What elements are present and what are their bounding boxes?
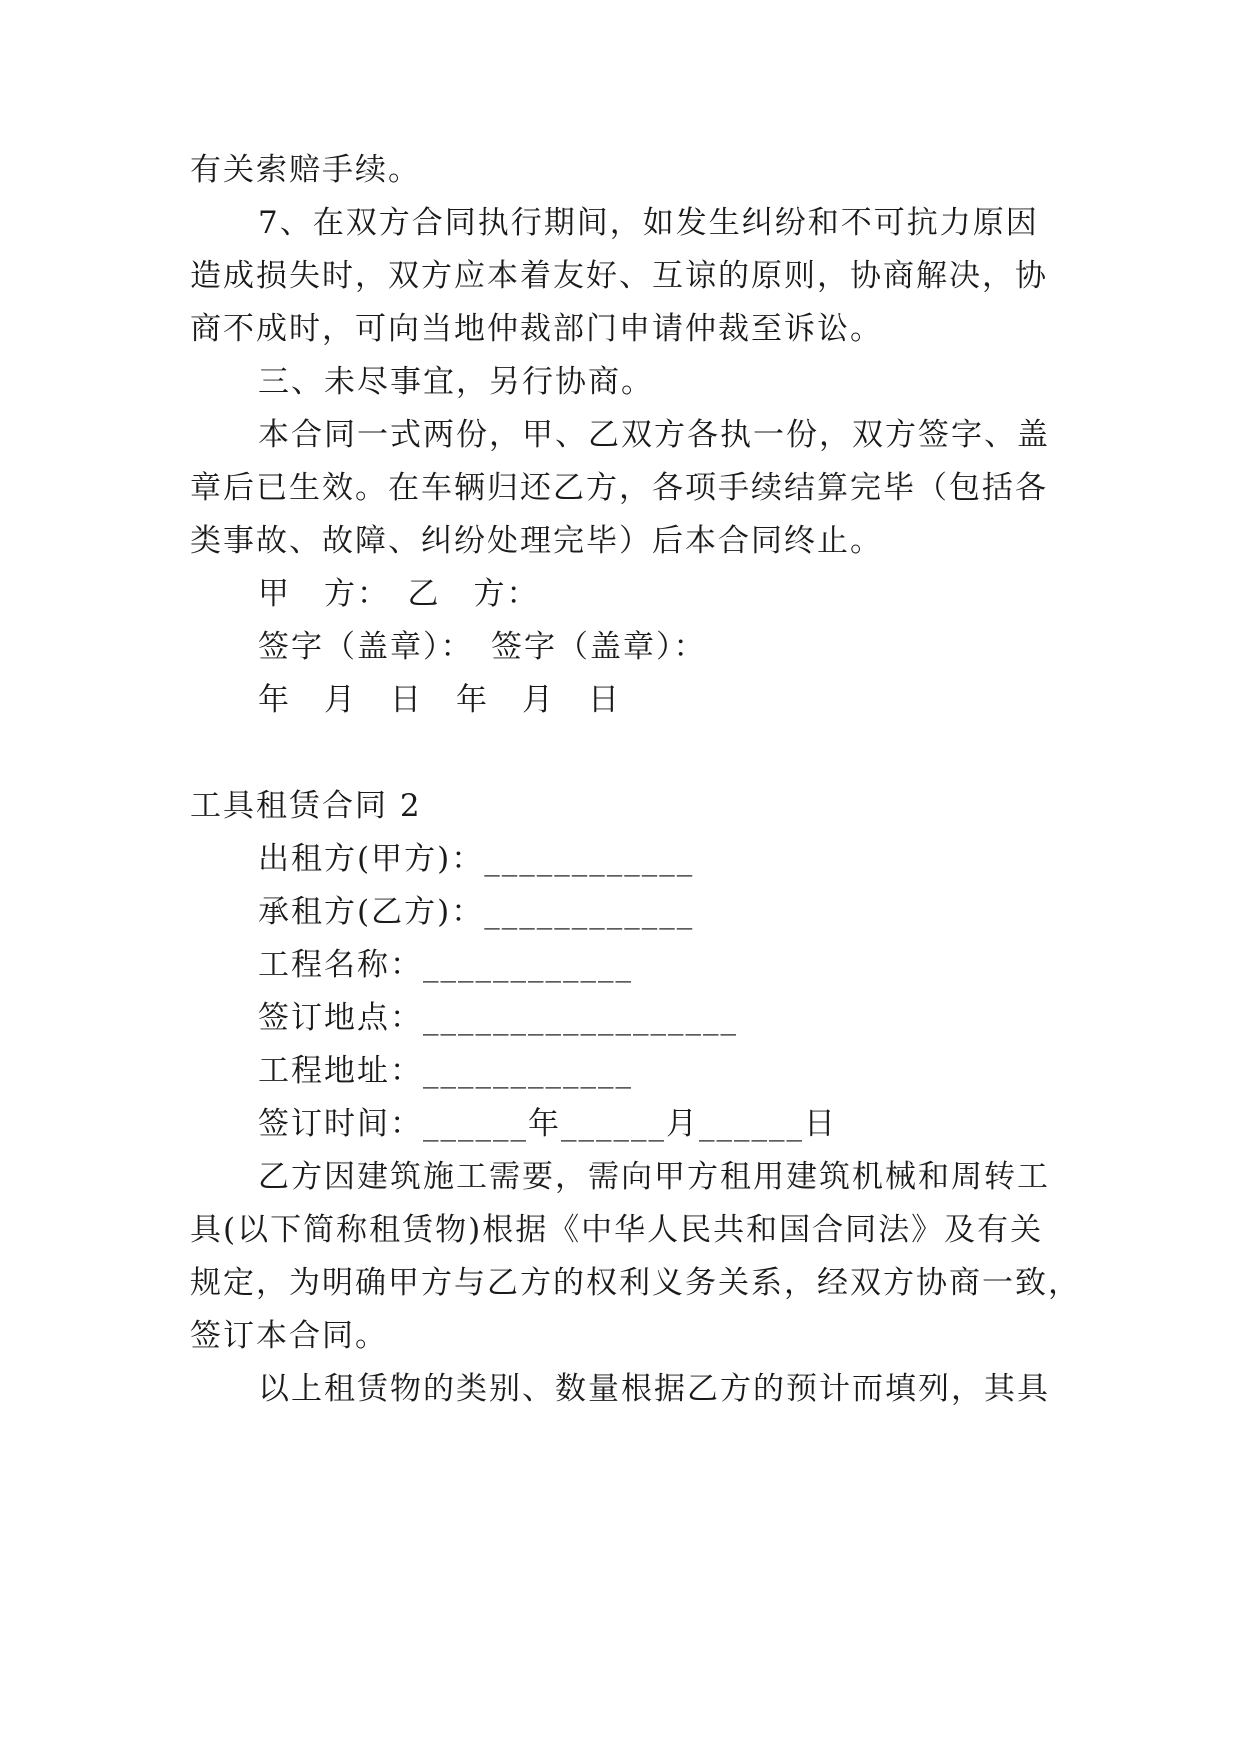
lessee-field: 承租方(乙方)：____________ bbox=[258, 894, 695, 930]
text-line: 乙方因建筑施工需要，需向甲方租用建筑机械和周转工 bbox=[258, 1159, 1050, 1195]
text-line: 类事故、故障、纠纷处理完毕）后本合同终止。 bbox=[190, 523, 883, 559]
lessor-field: 出租方(甲方)：____________ bbox=[258, 841, 695, 877]
signing-place-field: 签订地点：__________________ bbox=[258, 1000, 738, 1036]
text-line: 章后已生效。在车辆归还乙方，各项手续结算完毕（包括各 bbox=[190, 470, 1048, 506]
text-line: 三、未尽事宜，另行协商。 bbox=[258, 364, 654, 400]
signature-date-labels: 年 月 日 年 月 日 bbox=[258, 682, 621, 718]
text-line: 7、在双方合同执行期间，如发生纠纷和不可抗力原因 bbox=[258, 205, 1039, 241]
text-line: 造成损失时，双方应本着友好、互谅的原则，协商解决，协 bbox=[190, 258, 1048, 294]
signature-seal-labels: 签字（盖章）： 签字（盖章）： bbox=[258, 629, 707, 665]
text-line: 以上租赁物的类别、数量根据乙方的预计而填列，其具 bbox=[258, 1371, 1050, 1407]
text-line: 本合同一式两份，甲、乙双方各执一份，双方签字、盖 bbox=[258, 417, 1050, 453]
project-address-field: 工程地址：____________ bbox=[258, 1053, 633, 1089]
text-line: 商不成时，可向当地仲裁部门申请仲裁至诉讼。 bbox=[190, 311, 883, 347]
text-line: 规定，为明确甲方与乙方的权利义务关系，经双方协商一致， bbox=[190, 1265, 1081, 1301]
project-name-field: 工程名称：____________ bbox=[258, 947, 633, 983]
text-line: 签订本合同。 bbox=[190, 1318, 388, 1354]
signing-date-field: 签订时间：______年______月______日 bbox=[258, 1106, 837, 1142]
text-line: 具(以下简称租赁物)根据《中华人民共和国合同法》及有关 bbox=[190, 1212, 1044, 1248]
text-line: 有关索赔手续。 bbox=[190, 152, 421, 188]
signature-party-labels: 甲 方： 乙 方： bbox=[258, 576, 540, 612]
section-title: 工具租赁合同 2 bbox=[190, 788, 422, 824]
